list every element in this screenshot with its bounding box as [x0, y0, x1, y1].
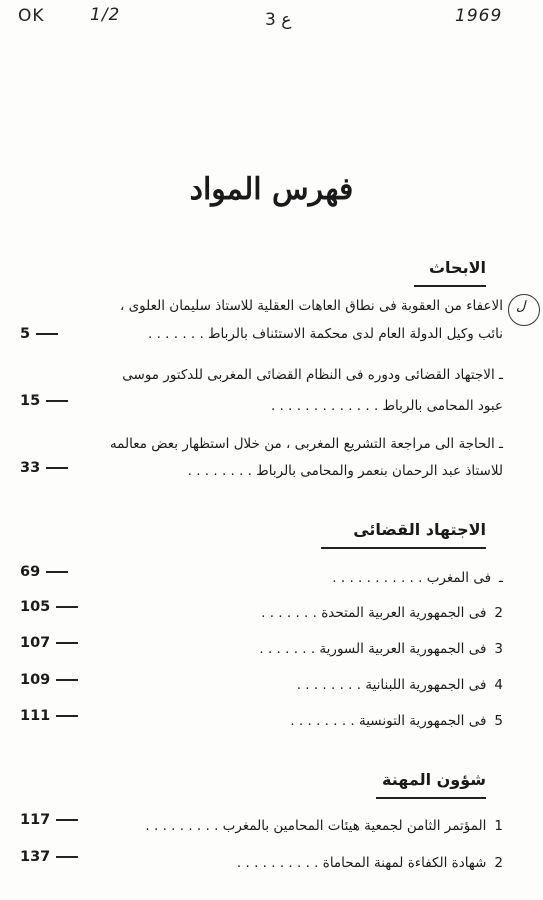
- article-2-line-2: عبود المحامى بالرباط . . . . . . . . . . . . .: [270, 398, 503, 414]
- juris-item-2-page: [20, 599, 78, 615]
- item-number: 2: [494, 605, 503, 621]
- circle-mark-text: ل: [516, 299, 526, 314]
- leader-dash: [36, 333, 58, 335]
- article-1-line-2: نائب وكيل الدولة العام لدى محكمة الاستئناف بالرباط . . . . . . .: [147, 326, 503, 342]
- page-number: 5: [20, 326, 31, 342]
- section-underline: [376, 797, 486, 799]
- page-number: 15: [20, 393, 41, 409]
- profession-item-1: [145, 818, 503, 834]
- handwritten-circle-mark: [508, 294, 540, 326]
- item-text: المؤتمر الثامن لجمعية هيئات المحامين بالمغرب . . . . . . . . .: [145, 818, 487, 834]
- leader-dash: [56, 679, 78, 681]
- handwritten-number: 3 ع: [265, 10, 292, 30]
- item-number: 2: [494, 855, 503, 871]
- profession-item-2-page: [20, 849, 78, 865]
- section-underline: [321, 547, 486, 549]
- leader-dash: [46, 467, 68, 469]
- item-text: شهادة الكفاءة لمهنة المحاماة . . . . . . . . . .: [236, 855, 487, 871]
- item-text: فى الجمهورية التونسية . . . . . . . .: [290, 713, 487, 729]
- page-number: 109: [20, 672, 51, 688]
- handwritten-year: 1969: [455, 6, 503, 26]
- profession-item-2: [237, 855, 503, 871]
- article-1-line-1: الاعفاء من العقوبة فى نطاق العاهات العقلية للاستاذ سليمان العلوى ،: [119, 298, 503, 314]
- leader-dash: [46, 400, 68, 402]
- page-number: 105: [20, 599, 51, 615]
- item-text: فى الجمهورية العربية المتحدة . . . . . . .: [261, 605, 487, 621]
- juris-item-5: [290, 713, 503, 729]
- handwritten-fraction: 1/2: [90, 5, 121, 25]
- article-3-line-2: للاستاذ عبد الرحمان بنعمر والمحامى بالرباط . . . . . . . .: [187, 463, 503, 479]
- section-heading-research: الابحاث: [428, 258, 486, 277]
- article-3-page: [20, 460, 68, 476]
- article-2-page: [20, 393, 68, 409]
- handwritten-ok: OK: [18, 6, 45, 26]
- juris-item-5-page: [20, 708, 78, 724]
- juris-item-1-page: [20, 564, 68, 580]
- page-number: 137: [20, 849, 51, 865]
- page-title: فهرس المواد: [189, 172, 354, 207]
- section-heading-profession: شؤون المهنة: [382, 770, 486, 789]
- item-text: فى الجمهورية اللبنانية . . . . . . . .: [296, 677, 487, 693]
- page-number: 33: [20, 460, 41, 476]
- item-text: فى الجمهورية العربية السورية . . . . . . .: [259, 641, 487, 657]
- page-number: 117: [20, 812, 51, 828]
- leader-dash: [56, 715, 78, 717]
- section-heading-jurisprudence: الاجتهاد القضائى: [353, 520, 486, 539]
- leader-dash: [56, 642, 78, 644]
- section-underline: [414, 285, 486, 287]
- article-2-line-1: ـ الاجتهاد القضائى ودوره فى النظام القضائى المغربى للدكتور موسى: [122, 367, 503, 383]
- juris-item-3-page: [20, 635, 78, 651]
- juris-item-3: [259, 641, 503, 657]
- juris-item-2: [261, 605, 503, 621]
- page-number: 107: [20, 635, 51, 651]
- profession-item-1-page: [20, 812, 78, 828]
- item-number: 5: [494, 713, 503, 729]
- leader-dash: [56, 606, 78, 608]
- juris-item-4: [297, 677, 503, 693]
- item-number: ـ: [499, 570, 503, 586]
- page-number: 111: [20, 708, 51, 724]
- juris-item-1: [332, 570, 503, 586]
- leader-dash: [56, 856, 78, 858]
- article-1-page: [20, 326, 58, 342]
- leader-dash: [56, 819, 78, 821]
- juris-item-4-page: [20, 672, 78, 688]
- page-number: 69: [20, 564, 41, 580]
- item-number: 4: [494, 677, 503, 693]
- item-number: 1: [494, 818, 503, 834]
- article-3-line-1: ـ الحاجة الى مراجعة التشريع المغربى ، من خلال استظهار بعض معالمه: [109, 436, 503, 452]
- item-number: 3: [494, 641, 503, 657]
- item-text: فى المغرب . . . . . . . . . . .: [332, 570, 492, 586]
- leader-dash: [46, 571, 68, 573]
